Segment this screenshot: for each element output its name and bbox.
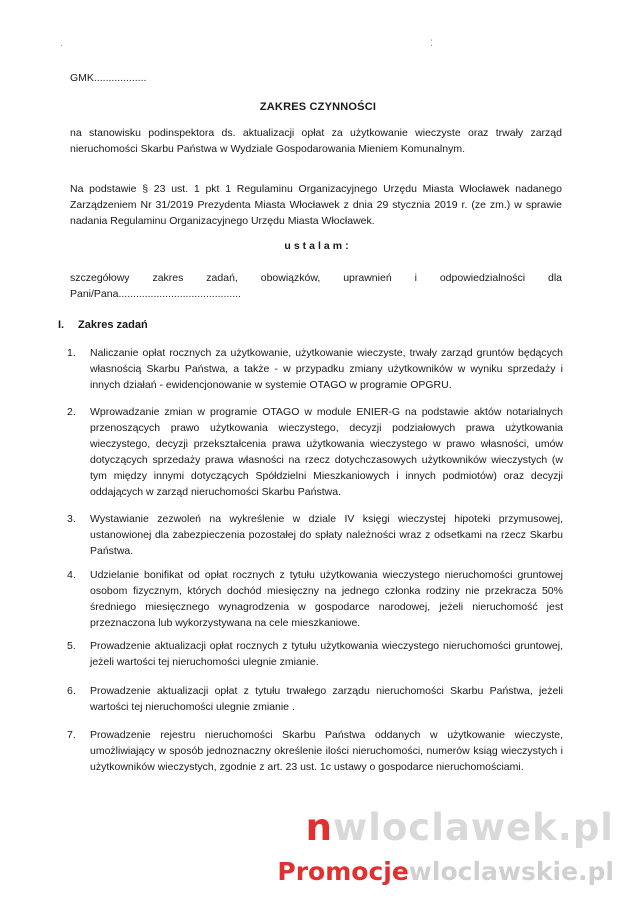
item-number: 4. — [67, 569, 76, 581]
list-item — [67, 567, 563, 631]
item-number: 6. — [67, 685, 76, 697]
list-item — [67, 638, 563, 670]
item-text: Prowadzenie aktualizacji opłat rocznych z tytułu użytkowania wieczystego nieruchomości gruntowej, jeżeli wartości tej nieruchomości ulegnie zmianie. — [90, 640, 563, 668]
decree-heading: ustalam: — [284, 240, 352, 252]
section-heading — [58, 319, 148, 331]
item-number: 1. — [67, 347, 76, 359]
item-number: 7. — [67, 729, 76, 741]
intro-paragraph: na stanowisku podinspektora ds. aktualizacji opłat za użytkowanie wieczyste oraz trwały zarząd nieruchomości Skarbu Państwa w Wydziale Gospodarowania Mieniem Komunalnym. — [70, 127, 562, 155]
item-number: 5. — [67, 640, 76, 652]
item-text: Prowadzenie aktualizacji opłat z tytułu trwałego zarządu nieruchomości Skarbu Państwa, jeżeli wartości tej nieruchomości ulegnie zmianie . — [90, 685, 563, 713]
item-text: Prowadzenie rejestru nieruchomości Skarbu Państwa oddanych w użytkowanie wieczyste, umożliwiający w sposób jednoznaczny określenie ilości nieruchomości, numerów ksiąg wieczystych i użytkowników wieczystych, zgodnie z art. 23 ust. 1c ustawy o gospodarce nieruchomościami. — [90, 729, 563, 773]
watermark-logo: nwloclawek.pl — [305, 806, 614, 849]
item-text: Wystawianie zezwoleń na wykreślenie w dziale IV księgi wieczystej hipoteki przymusowej, ustanowionej dla zabezpieczenia pozostałej do spłaty należności wraz z odsetkami na rzecz Skarbu Państwa. — [90, 513, 563, 557]
watermark-logo-secondary: Promocjewloclawskie.pl — [277, 857, 614, 886]
item-number: 2. — [67, 406, 76, 418]
section-number: I. — [58, 319, 65, 331]
scan-speck: ⁚ — [430, 38, 433, 48]
document-title: ZAKRES CZYNNOŚCI — [259, 101, 377, 113]
section-title: Zakres zadań — [78, 319, 148, 331]
legal-basis-paragraph: Na podstawie § 23 ust. 1 pkt 1 Regulaminu Organizacyjnego Urzędu Miasta Włocławek nadanego Zarządzeniem Nr 31/2019 Prezydenta Miasta Włocławek z dnia 29 stycznia 2019 r. (ze zm.) w sprawie nadania Regulaminu Organizacyjnego Urzędu Miasta Włocławek. — [70, 183, 562, 227]
list-item — [67, 511, 563, 559]
list-item — [67, 345, 563, 393]
document-reference: GMK.................. — [70, 72, 147, 84]
list-item — [67, 683, 563, 715]
scan-speck: · — [60, 40, 63, 50]
list-item — [67, 404, 563, 500]
item-text: Udzielanie bonifikat od opłat rocznych z tytułu użytkowania wieczystego nieruchomości gruntowej osobom fizycznym, których dochód miesięczny na jednego członka rodziny nie przekracza 50% średniego miesięcznego wynagrodzenia w gospodarce narodowej, jeżeli nieruchomość jest przeznaczona lub wykorzystywana na cele mieszkaniowe. — [90, 569, 563, 629]
item-text: Naliczanie opłat rocznych za użytkowanie, użytkowanie wieczyste, trwały zarząd gruntów będących własnością Skarbu Państwa, a także - w przypadku zmiany użytkowników w wyniku sprzedaży i innych działań - ewidencjonowanie w systemie OTAGO w programie OPGRU. — [90, 347, 563, 391]
list-item — [67, 727, 563, 775]
item-text: Wprowadzanie zmian w programie OTAGO w module ENIER-G na podstawie aktów notarialnych przenoszących prawo użytkowania wieczystego, decyzji podziałowych prawa użytkowania wieczystego, decyzji przekształcenia prawa użytkowania wieczystego w prawo własności, umów dotyczących sprzedaży prawa własności na rzecz dotychczasowych użytkowników wieczystych (w tym między innymi dotyczących Spółdzielni Mieszkaniowych i innych podmiotów) oraz decyzji oddających w zarząd nieruchomości Skarbu Państwa. — [90, 406, 563, 498]
scope-paragraph: szczegółowy zakres zadań, obowiązków, uprawnień i odpowiedzialności dla Pani/Pana.......................................... — [70, 272, 562, 300]
item-number: 3. — [67, 513, 76, 525]
